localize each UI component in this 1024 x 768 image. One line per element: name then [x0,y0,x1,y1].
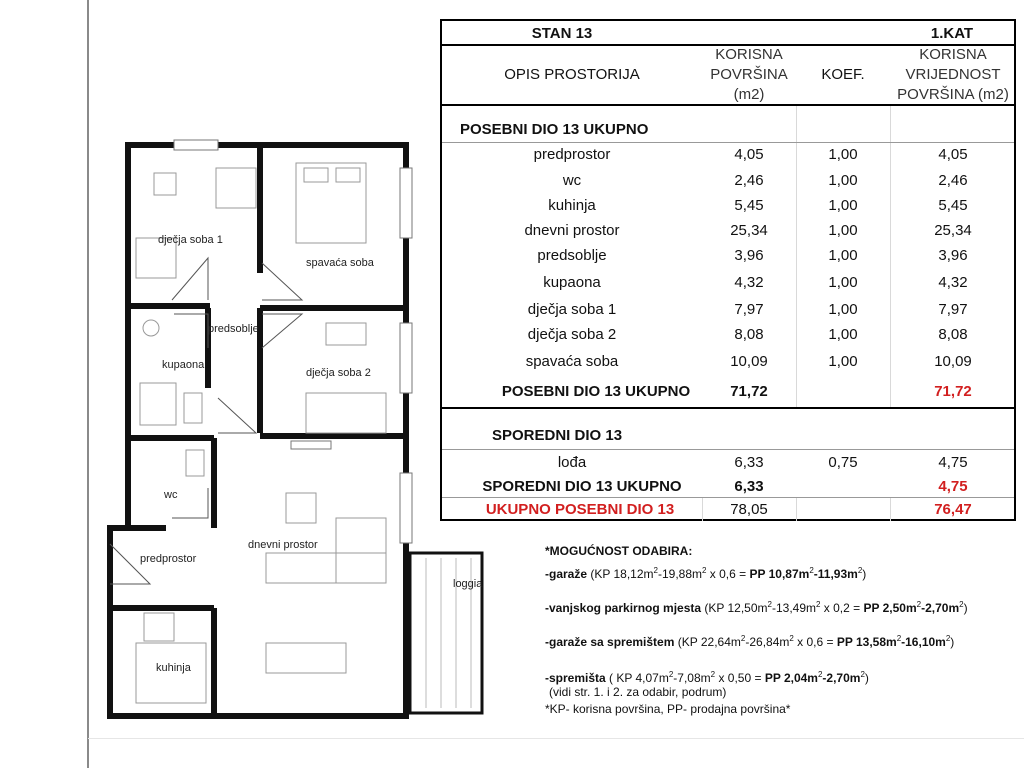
room-area: 3,96 [734,247,764,264]
grand-total-area: 78,05 [730,501,768,518]
desk [326,323,366,345]
section1-end-divider [442,407,1014,409]
section2-divider [442,449,1014,450]
room-coef: 1,00 [828,197,858,214]
label-djecja-soba-2: dječja soba 2 [306,367,371,379]
room-coef: 0,75 [828,454,858,471]
room-area: 8,08 [734,326,764,343]
room-coef: 1,00 [828,326,858,343]
header-divider [442,104,1014,106]
room-name: kupaona [543,274,601,291]
page-bottom-line [88,738,1024,739]
header-useful-value-3: POVRŠINA (m2) [897,86,1009,103]
room-value: 8,08 [938,326,968,343]
door-swing [262,263,302,300]
section1-title: POSEBNI DIO 13 UKUPNO [460,121,649,138]
header-useful-value-1: KORISNA [919,46,987,63]
note-parking: -vanjskog parkirnog mjesta (KP $12,50m^2-13,49m^2$ x 0,2 = PP $2,50m^2-2,70m^2$) [545,600,968,615]
section1-total-value: 71,72 [934,383,972,400]
room-value: 25,34 [934,222,972,239]
room-area: 6,33 [734,454,764,471]
room-coef: 1,00 [828,146,858,163]
section2-total-value: 4,75 [938,478,968,495]
room-name: spavaća soba [525,353,619,370]
note-spremista: -spremišta ( KP $4,07m^2-7,08m^2$ x 0,50 = PP $2,04m^2-2,70m^2$) [545,670,869,685]
window [400,473,412,543]
tv-unit [286,493,316,523]
area-table [440,19,1016,521]
note-legend: *KP- korisna površina, PP- prodajna površina* [545,702,791,716]
section2-title: SPOREDNI DIO 13 [492,427,623,444]
apartment-title: STAN 13 [531,25,593,42]
dining-table [266,643,346,673]
header-useful-area-3: (m2) [733,86,765,103]
window [400,168,412,238]
toilet [184,393,202,423]
page-margin-line [87,0,89,768]
note-garaze-spremiste: -garaže sa spremištem (KP $22,64m^2-26,84m^2$ x 0,6 = PP $13,58m^2-16,10m^2$) [545,634,955,649]
grand-total-label: UKUPNO POSEBNI DIO 13 [485,501,675,518]
window [400,323,412,393]
window [291,441,331,449]
room-coef: 1,00 [828,274,858,291]
room-name: kuhinja [548,197,596,214]
door-swing [172,258,208,300]
wardrobe [216,168,256,208]
header-useful-value-2: VRIJEDNOST [905,66,1001,83]
room-value: 4,32 [938,274,968,291]
room-coef: 1,00 [828,222,858,239]
room-coef: 1,00 [828,172,858,189]
room-value: 4,05 [938,146,968,163]
room-name: dječja soba 2 [527,326,617,343]
room-coef: 1,00 [828,301,858,318]
label-kupaona: kupaona [162,359,205,371]
notes-title: *MOGUĆNOST ODABIRA: [545,544,693,558]
room-area: 25,34 [730,222,768,239]
window [174,140,218,150]
room-area: 2,46 [734,172,764,189]
label-loggia: loggia [453,578,483,590]
section1-total-area: 71,72 [730,383,768,400]
basin [143,320,159,336]
room-area: 4,05 [734,146,764,163]
room-area: 10,09 [730,353,768,370]
grand-total-divider [442,497,1014,498]
toilet-wc [186,450,204,476]
header-description: OPIS PROSTORIJA [504,66,640,83]
room-value: 2,46 [938,172,968,189]
room-name: wc [562,172,582,189]
header-coef: KOEF. [821,66,865,83]
room-name: dnevni prostor [524,222,620,239]
section2-total-label: SPOREDNI DIO 13 UKUPNO [482,478,682,495]
room-area: 5,45 [734,197,764,214]
label-wc: wc [164,489,178,501]
room-value: 4,75 [938,454,968,471]
label-djecja-soba-1: dječja soba 1 [158,234,223,246]
grand-total-value: 76,47 [934,501,972,518]
room-name: lođa [557,454,587,471]
sofa-chaise [336,518,386,583]
label-kuhinja: kuhinja [156,662,191,674]
section1-total-label: POSEBNI DIO 13 UKUPNO [501,383,691,400]
sofa [266,553,386,583]
door-swing [174,314,208,348]
room-value: 5,45 [938,197,968,214]
room-area: 7,97 [734,301,764,318]
label-dnevni-prostor: dnevni prostor [248,539,318,551]
section1-divider [442,142,1014,143]
col-divider [796,497,797,521]
room-value: 3,96 [938,247,968,264]
room-name: predsoblje [537,247,607,264]
floor-plan [96,128,496,728]
room-coef: 1,00 [828,247,858,264]
section2-total-area: 6,33 [734,478,764,495]
room-value: 10,09 [934,353,972,370]
note-reference: (vidi str. 1. i 2. za odabir, podrum) [549,685,727,699]
bed [296,163,366,243]
room-value: 7,97 [938,301,968,318]
stove [144,613,174,641]
room-name: dječja soba 1 [527,301,617,318]
bathtub [140,383,176,425]
room-coef: 1,00 [828,353,858,370]
header-useful-area-1: KORISNA [715,46,783,63]
door-swing [218,398,256,433]
note-garaze: -garaže (KP $18,12m^2-19,88m^2$ x 0,6 = PP $10,87m^2-11,93m^2$) [545,566,867,581]
room-area: 4,32 [734,274,764,291]
room-name: predprostor [533,146,611,163]
door-swing [262,314,302,348]
floor-label: 1.KAT [930,25,974,42]
label-predprostor: predprostor [140,553,197,565]
bed-small-2 [306,393,386,433]
label-predsoblje: predsoblje [208,323,259,335]
label-spavaca-soba: spavaća soba [306,257,374,269]
chair [154,173,176,195]
header-useful-area-2: POVRŠINA [710,66,788,83]
